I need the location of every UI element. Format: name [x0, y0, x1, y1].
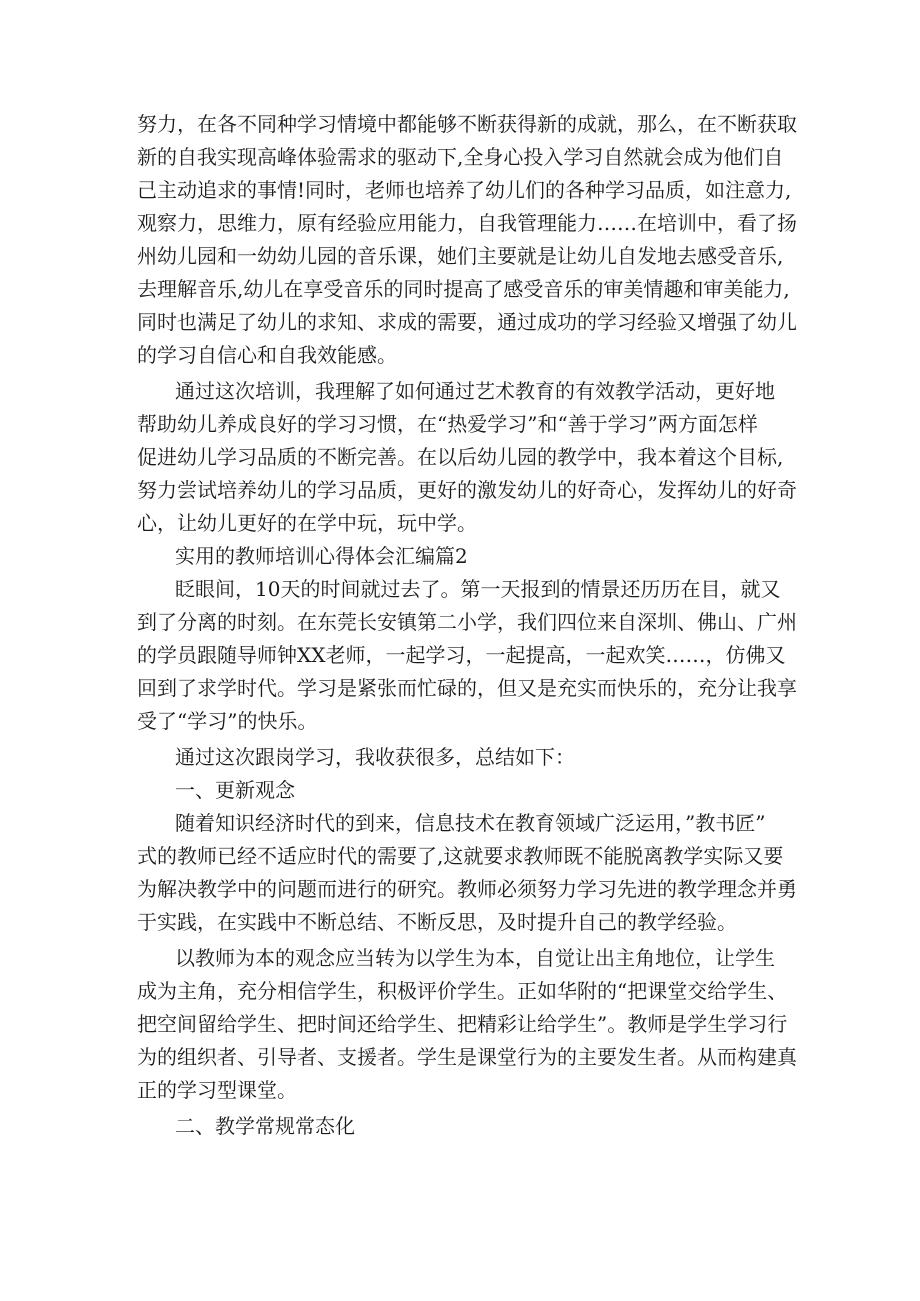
text-line: 把空间留给学生、把时间还给学生、把精彩让给学生”。教师是学生学习行 [137, 1012, 788, 1036]
text-line: 帮助幼儿养成良好的学习习惯，在“热爱学习”和“善于学习”两方面怎样 [137, 412, 758, 436]
text-line: 到了分离的时刻。在东莞长安镇第二小学，我们四位来自深圳、佛山、广州 [137, 610, 797, 634]
heading-teaching-routine: 二、教学常规常态化 [175, 1114, 355, 1138]
paragraph-start: 眨眼间，10天的时间就过去了。第一天报到的情景还历历在目，就又 [175, 577, 781, 601]
text-line: 努力尝试培养幼儿的学习品质，更好的激发幼儿的好奇心，发挥幼儿的好奇 [137, 478, 797, 502]
text-line: 成为主角，充分相信学生，积极评价学生。正如华附的“把课堂交给学生、 [137, 979, 788, 1003]
text-line: 的学员跟随导师钟XX老师，一起学习，一起提高，一起欢笑……，仿佛又 [137, 643, 786, 667]
paragraph-start: 通过这次培训，我理解了如何通过艺术教育的有效教学活动，更好地 [175, 379, 775, 403]
text-line: 观察力，思维力，原有经验应用能力，自我管理能力……在培训中，看了扬 [137, 211, 797, 235]
text-line: 为的组织者、引导者、支援者。学生是课堂行为的主要发生者。从而构建真 [137, 1045, 797, 1069]
text-line: 受了“学习”的快乐。 [137, 709, 318, 733]
document-body [137, 108, 797, 1143]
text-line: 促进幼儿学习品质的不断完善。在以后幼儿园的教学中，我本着这个目标, [137, 445, 784, 469]
text-line: 去理解音乐,幼儿在享受音乐的同时提高了感受音乐的审美情趣和审美能力, [137, 277, 790, 301]
text-line: 回到了求学时代。学习是紧张而忙碌的，但又是充实而快乐的，充分让我享 [137, 676, 797, 700]
paragraph-start: 随着知识经济时代的到来，信息技术在教育领域广泛运用，”教书匠” [175, 811, 766, 835]
text-line: 式的教师已经不适应时代的需要了,这就要求教师既不能脱离教学实际又要 [137, 844, 784, 868]
text-line: 正的学习型课堂。 [137, 1078, 297, 1102]
section-title: 实用的教师培训心得体会汇编篇2 [175, 544, 468, 568]
paragraph-start: 通过这次跟岗学习，我收获很多，总结如下： [175, 745, 575, 769]
text-line: 努力，在各不同种学习情境中都能够不断获得新的成就，那么，在不断获取 [137, 112, 797, 136]
text-line: 为解决教学中的问题而进行的研究。教师必须努力学习先进的教学理念并勇 [137, 877, 797, 901]
heading-update-concepts: 一、更新观念 [175, 778, 295, 802]
text-line: 的学习自信心和自我效能感。 [137, 343, 397, 367]
text-line: 己主动追求的事情!同时，老师也培养了幼儿们的各种学习品质，如注意力, [137, 178, 792, 202]
text-line: 于实践，在实践中不断总结、不断反思，及时提升自己的教学经验。 [137, 910, 737, 934]
text-line: 心，让幼儿更好的在学中玩，玩中学。 [137, 511, 477, 535]
paragraph-start: 以教师为本的观念应当转为以学生为本，自觉让出主角地位，让学生 [175, 946, 775, 970]
text-line: 同时也满足了幼儿的求知、求成的需要，通过成功的学习经验又增强了幼儿 [137, 310, 797, 334]
text-line: 新的自我实现高峰体验需求的驱动下,全身心投入学习自然就会成为他们自 [137, 145, 784, 169]
text-line: 州幼儿园和一幼幼儿园的音乐课，她们主要就是让幼儿自发地去感受音乐, [137, 244, 784, 268]
